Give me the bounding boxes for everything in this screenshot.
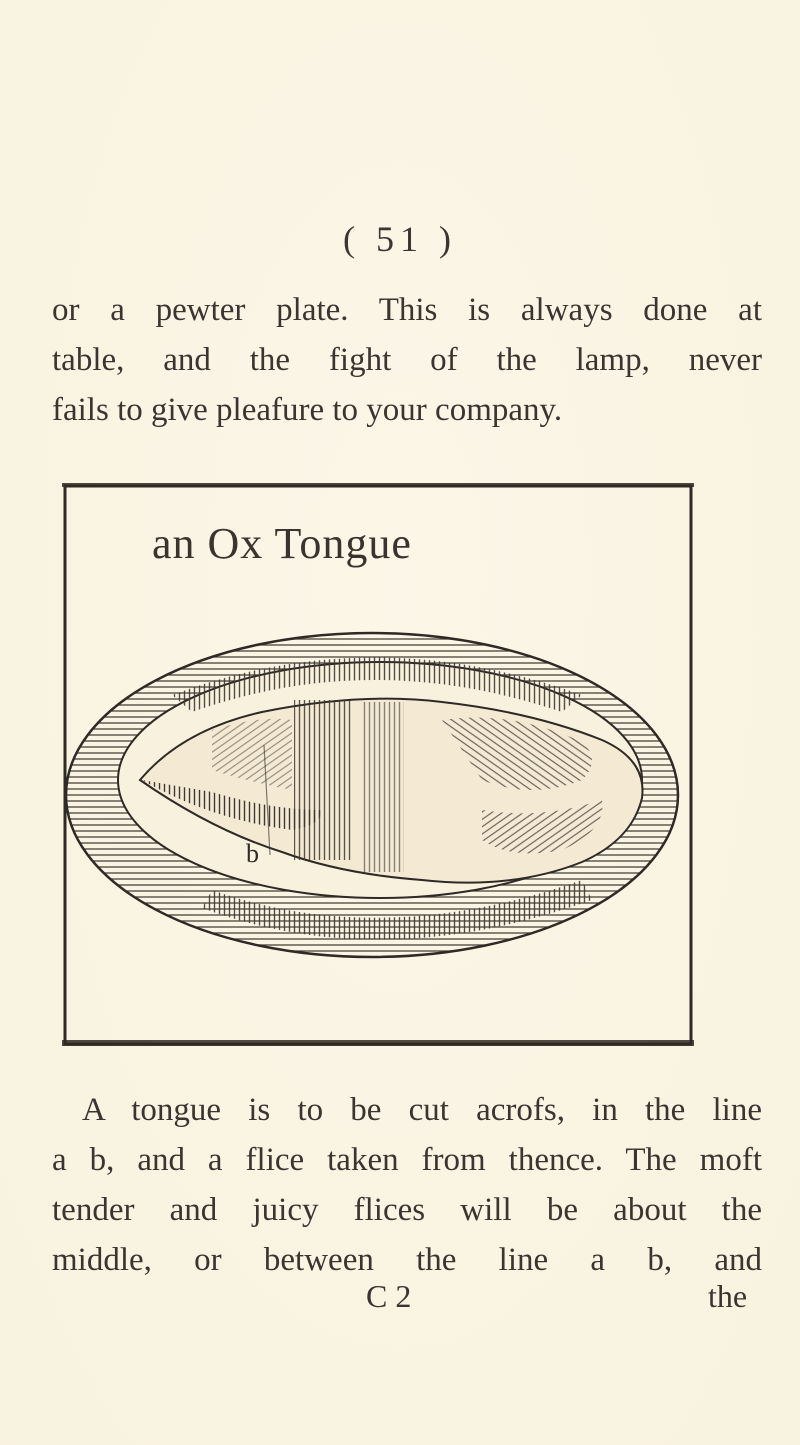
page-number: ( 51 ) <box>343 219 457 259</box>
engraving-caption: an Ox Tongue <box>152 519 412 568</box>
catchword: the <box>708 1278 748 1314</box>
signature-mark: C 2 <box>366 1278 412 1314</box>
text-line: A tongue is to be cut acrofs, in the line <box>82 1092 762 1128</box>
text-line: or a pewter plate. This is always done at <box>52 292 762 328</box>
text-line: a b, and a flice taken from thence. The moft <box>52 1142 762 1178</box>
text-line: tender and juicy flices will be about the <box>52 1192 762 1228</box>
text-line: table, and the fight of the lamp, never <box>52 342 762 378</box>
paragraph-carving-instructions <box>52 1085 762 1285</box>
text-line: fails to give pleafure to your company. <box>52 392 563 428</box>
text-line: middle, or between the line a b, and <box>52 1242 762 1278</box>
cut-line-label: b <box>246 839 259 868</box>
paragraph-serving-note <box>52 285 762 435</box>
ox-tongue-engraving <box>62 480 694 1050</box>
